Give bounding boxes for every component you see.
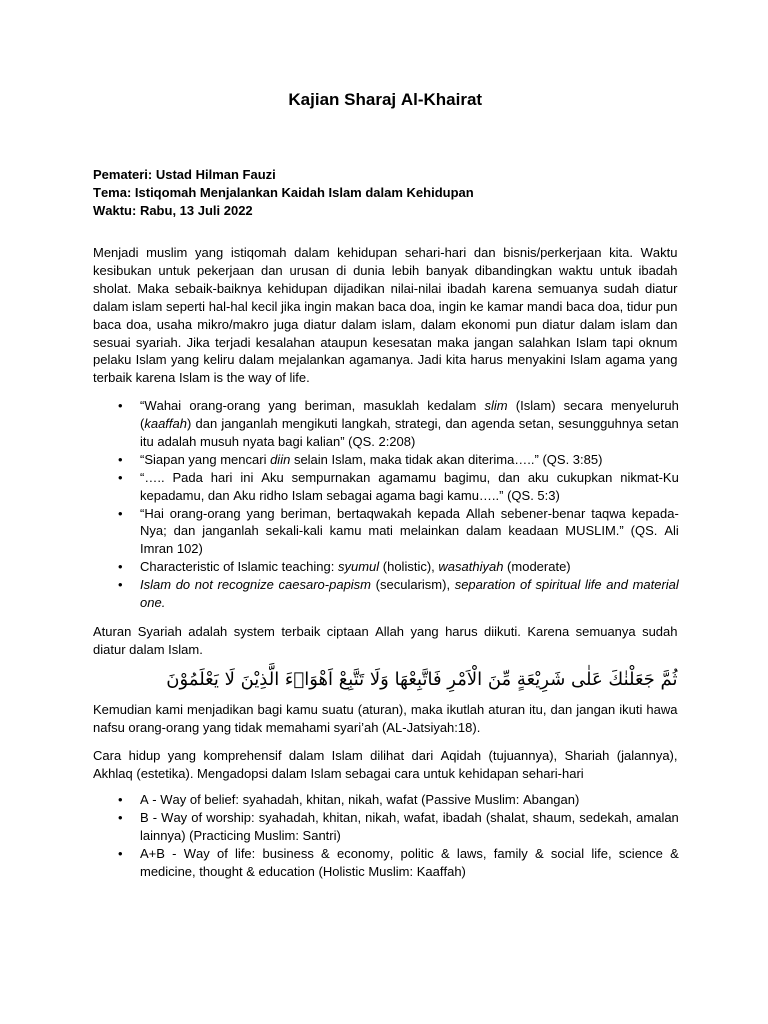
way-of-life-paragraph: Cara hidup yang komprehensif dalam Islam dilihat dari Aqidah (tujuannya), Shariah (jalannya), Akhlaq (estetika). Mengadopsi dalam Islam sebagai cara untuk kehidapan sehari-hari — [93, 748, 678, 782]
intro-paragraph: Menjadi muslim yang istiqomah dalam kehidupan sehari-hari dan bisnis/perkerjaan kita. Waktu kesibukan untuk pekerjaan dan urusan di dunia lebih banyak dibandingkan waktu untuk ibadah sholat. Maka sebaik-baiknya kehidupan dijadikan nilai-nilai ibadah karena semuanya sudah diatur dalam islam seperti hal-hal kecil jika ingin makan baca doa, ingin ke kamar mandi baca doa, tidur pun baca doa, usaha mikro/makro juga diatur dalam islam, dalam ekonomi pun diatur dalam islam dan sesuai syariah. Jika terjadi kesalahan ataupun kesesatan maka jangan salahkan Islam tapi oknum pelaku Islam yang keliru dalam mejalankan agamanya. Jadi kita harus menyakini Islam agama yang terbaik karena Islam is the way of life. — [93, 245, 678, 386]
way-item: • A - Way of belief: syahadah, khitan, nikah, wafat (Passive Muslim: Abangan) — [140, 791, 679, 809]
time-line: Waktu: Rabu, 13 Juli 2022 — [93, 202, 253, 218]
quote-text: ) dan janganlah mengikuti langkah, strategi, dan agenda setan, sesungguhnya setan itu adalah musuh nyata bagi kalian” (QS. 2:208) — [140, 415, 679, 449]
session-info — [93, 166, 678, 220]
quote-text: (moderate) — [503, 559, 571, 575]
verse-translation: Kemudian kami menjadikan bagi kamu suatu (aturan), maka ikutlah aturan itu, dan jangan ikuti hawa nafsu orang-orang yang tidak memahami syari’ah (AL-Jatsiyah:18). — [93, 702, 678, 736]
quote-text: “….. Pada hari ini Aku sempurnakan agamamu bagimu, dan aku cukupkan nikmat-Ku kepadamu, dan Aku ridho Islam sebagai agama bagi kamu…..” (QS. 5:3) — [140, 469, 679, 503]
way-item: • A+B - Way of life: business & economy, politic & laws, family & social life, science & medicine, thought & education (Holistic Muslim: Kaaffah) — [140, 845, 679, 881]
quote-italic-term: diin — [270, 451, 291, 467]
quote-text: (Islam) secara menyeluruh ( — [140, 398, 679, 431]
document-title: Kajian Sharaj Al-Khairat — [288, 90, 483, 109]
quote-text: (holistic), — [379, 559, 439, 575]
quote-item — [140, 451, 679, 469]
quote-italic-term: wasathiyah — [438, 559, 504, 575]
theme-line: Tema: Istiqomah Menjalankan Kaidah Islam dalam Kehidupan — [93, 184, 474, 200]
quote-italic-term: syumul — [337, 559, 380, 575]
quote-italic-term: slim — [484, 398, 508, 414]
quote-item — [140, 576, 679, 612]
quote-item — [140, 397, 679, 451]
quote-list — [93, 397, 679, 612]
quote-text: (secularism), — [371, 577, 455, 593]
quote-italic-term: Islam do not recognize caesaro-papism — [140, 577, 372, 593]
quote-text: Characteristic of Islamic teaching: — [140, 559, 338, 575]
quote-item — [140, 469, 679, 505]
document-body — [93, 0, 678, 881]
quote-text: selain Islam, maka tidak akan diterima…..” (QS. 3:85) — [290, 451, 603, 467]
sharia-paragraph: Aturan Syariah adalah system terbaik ciptaan Allah yang harus diikuti. Karena semuanya sudah diatur dalam Islam. — [93, 624, 678, 658]
quote-text: “Siapan yang mencari — [140, 451, 271, 467]
arabic-verse: ثُمَّ جَعَلْنٰكَ عَلٰى شَرِيْعَةٍ مِّنَ الْاَمْرِ فَاتَّبِعْهَا وَلَا تَتَّبِعْ اَهْوَاۤءَ الَّذِيْنَ لَا يَعْلَمُوْنَ — [166, 669, 678, 691]
ways-list — [93, 791, 679, 881]
quote-italic-term: kaaffah — [144, 415, 187, 431]
speaker-line: Pemateri: Ustad Hilman Fauzi — [93, 167, 276, 182]
quote-text: “Hai orang-orang yang beriman, bertaqwakah kepada Allah sebener-benar taqwa kepada-Nya; dan janganlah sekali-kali kamu mati melainkan dalam keadaan MUSLIM.” (QS. Ali Imran 102) — [140, 505, 679, 557]
way-item: • B - Way of worship: syahadah, khitan, nikah, wafat, ibadah (shalat, shaum, sedekah, amalan lainnya) (Practicing Muslim: Santri) — [140, 809, 679, 845]
quote-item — [140, 505, 679, 559]
quote-item — [140, 558, 679, 576]
quote-italic-term: separation of spiritual life and material one. — [140, 577, 679, 611]
quote-text: “Wahai orang-orang yang beriman, masuklah kedalam — [140, 398, 485, 414]
